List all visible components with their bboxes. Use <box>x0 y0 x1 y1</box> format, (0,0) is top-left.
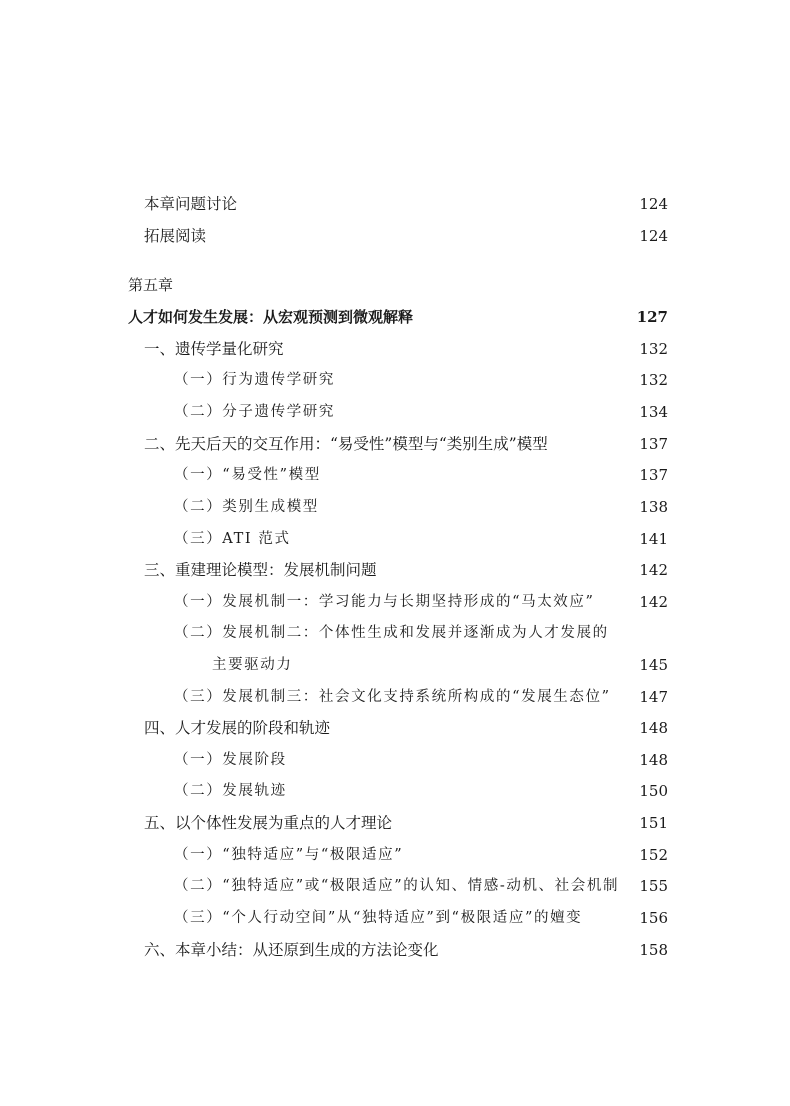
toc-subsection-1-2[interactable] <box>0 400 790 424</box>
toc-entry-page: 145 <box>639 656 668 674</box>
toc-entry-reading[interactable] <box>0 224 790 248</box>
toc-entry-page: 132 <box>639 371 668 389</box>
toc-entry-page: 150 <box>639 782 668 800</box>
toc-entry-title: 二、先天后天的交互作用：“易受性”模型与“类别生成”模型 <box>144 435 548 453</box>
toc-entry-title: （二）发展轨迹 <box>174 783 287 799</box>
toc-entry-page: 142 <box>639 561 668 579</box>
toc-subsection-5-3[interactable] <box>0 906 790 930</box>
toc-entry-title: （二）分子遗传学研究 <box>174 404 335 420</box>
toc-subsection-3-2-continued[interactable] <box>0 653 790 677</box>
toc-section-1[interactable] <box>0 337 790 361</box>
toc-subsection-5-1[interactable] <box>0 843 790 867</box>
toc-subsection-4-2[interactable] <box>0 779 790 803</box>
toc-entry-title: （三）ATI 范式 <box>174 531 291 547</box>
toc-subsection-1-1[interactable] <box>0 368 790 392</box>
toc-entry-page: 137 <box>639 435 668 453</box>
toc-entry-title: （一）行为遗传学研究 <box>174 372 335 388</box>
toc-entry-title: 三、重建理论模型：发展机制问题 <box>144 561 377 579</box>
toc-entry-page: 148 <box>639 751 668 769</box>
chapter-label-text: 第五章 <box>128 276 174 294</box>
toc-entry-page: 155 <box>639 877 668 895</box>
toc-section-6[interactable] <box>0 938 790 962</box>
toc-subsection-5-2[interactable] <box>0 874 790 898</box>
toc-entry-title: 本章问题讨论 <box>144 195 238 213</box>
toc-entry-page: 158 <box>639 941 668 959</box>
toc-entry-title: 五、以个体性发展为重点的人才理论 <box>144 814 393 832</box>
toc-entry-title: （二）发展机制二：个体性生成和发展并逐渐成为人才发展的 <box>174 625 609 641</box>
toc-entry-discussion[interactable] <box>0 192 790 216</box>
toc-entry-page: 152 <box>639 846 668 864</box>
toc-entry-page: 124 <box>639 227 668 245</box>
toc-entry-page: 132 <box>639 340 668 358</box>
toc-entry-title: （二）“独特适应”或“极限适应”的认知、情感-动机、社会机制 <box>174 878 620 894</box>
toc-subsection-2-2[interactable] <box>0 495 790 519</box>
toc-section-4[interactable] <box>0 716 790 740</box>
toc-section-2[interactable] <box>0 432 790 456</box>
toc-entry-title: 四、人才发展的阶段和轨迹 <box>144 719 331 737</box>
toc-entry-page: 151 <box>639 814 668 832</box>
toc-entry-title: （二）类别生成模型 <box>174 499 319 515</box>
toc-entry-title: （三）“个人行动空间”从“独特适应”到“极限适应”的嬗变 <box>174 910 583 926</box>
toc-entry-title: （一）“易受性”模型 <box>174 467 321 483</box>
toc-subsection-3-2[interactable] <box>0 621 790 645</box>
toc-entry-page: 142 <box>639 593 668 611</box>
toc-entry-page: 156 <box>639 909 668 927</box>
toc-chapter-title[interactable] <box>0 305 790 329</box>
toc-subsection-3-1[interactable] <box>0 590 790 614</box>
toc-entry-page: 124 <box>639 195 668 213</box>
toc-entry-page: 141 <box>639 530 668 548</box>
toc-section-5[interactable] <box>0 811 790 835</box>
toc-section-3[interactable] <box>0 558 790 582</box>
toc-entry-page: 137 <box>639 466 668 484</box>
toc-subsection-3-3[interactable] <box>0 685 790 709</box>
toc-entry-title: 人才如何发生发展：从宏观预测到微观解释 <box>128 308 414 326</box>
toc-entry-page: 148 <box>639 719 668 737</box>
toc-entry-title: 一、遗传学量化研究 <box>144 340 284 358</box>
chapter-label <box>0 273 790 297</box>
toc-entry-page: 127 <box>636 308 668 326</box>
toc-entry-title: （一）“独特适应”与“极限适应” <box>174 847 404 863</box>
toc-entry-title: （一）发展机制一：学习能力与长期坚持形成的“马太效应” <box>174 594 595 610</box>
toc-subsection-2-3[interactable] <box>0 527 790 551</box>
toc-entry-title: （三）发展机制三：社会文化支持系统所构成的“发展生态位” <box>174 689 611 705</box>
toc-entry-title: （一）发展阶段 <box>174 752 287 768</box>
toc-entry-title: 拓展阅读 <box>144 227 207 245</box>
toc-entry-title: 主要驱动力 <box>212 657 293 673</box>
toc-entry-page: 147 <box>639 688 668 706</box>
toc-subsection-2-1[interactable] <box>0 463 790 487</box>
toc-entry-page: 134 <box>639 403 668 421</box>
toc-entry-title: 六、本章小结：从还原到生成的方法论变化 <box>144 941 439 959</box>
toc-subsection-4-1[interactable] <box>0 748 790 772</box>
toc-entry-page: 138 <box>639 498 668 516</box>
